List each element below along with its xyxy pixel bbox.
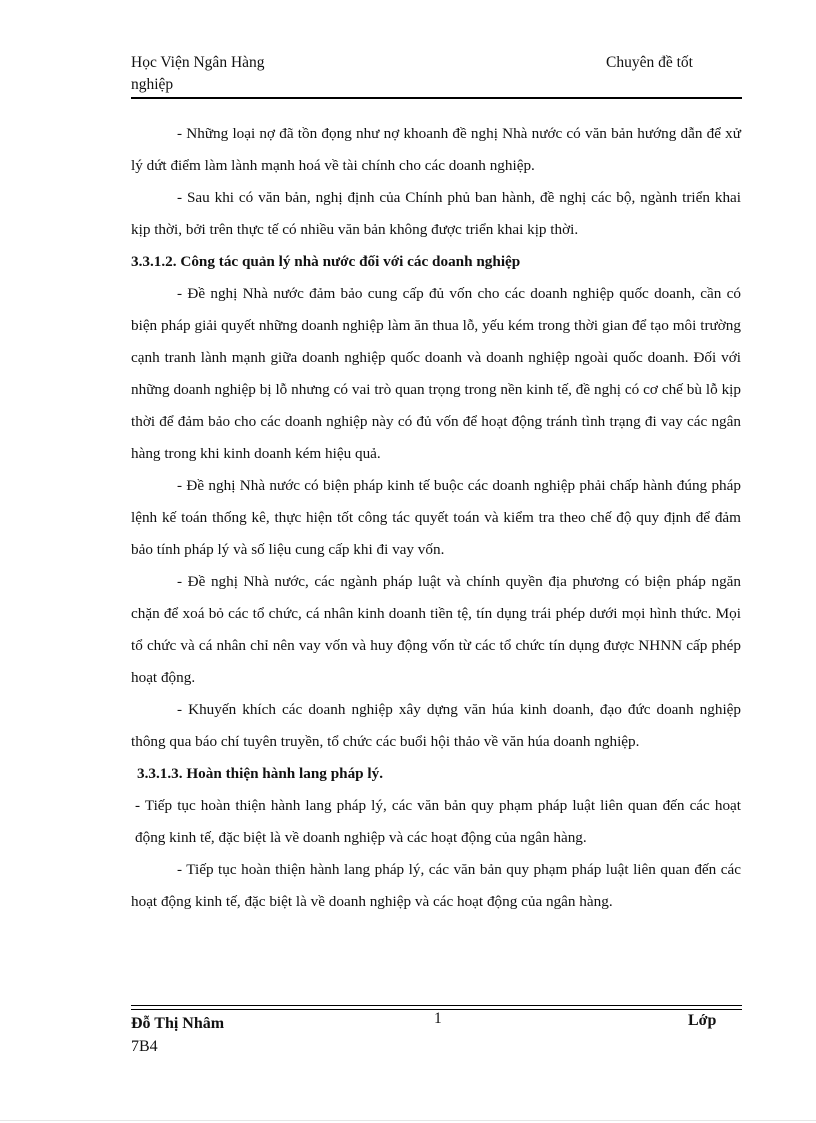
header-institution — [131, 52, 331, 96]
header-document-type: Chuyên đề tốt — [606, 54, 693, 71]
paragraph-3: - Đề nghị Nhà nước đảm bảo cung cấp đủ vốn cho các doanh nghiệp quốc doanh, cần có biện pháp giải quyết những doanh nghiệp làm ăn thua lỗ, yếu kém trong thời gian để tạo môi trường cạnh tranh lành mạnh giữa doanh nghiệp quốc doanh và doanh nghiệp ngoài quốc doanh. Đối với những doanh nghiệp bị lỗ nhưng có vai trò quan trọng trong nền kinh tế, đề nghị có cơ chế bù lỗ kịp thời để đảm bảo cho các doanh nghiệp này có đủ vốn để hoạt động tránh tình trạng đi vay các ngân hàng trong khi kinh doanh kém hiệu quả. — [131, 285, 741, 462]
paragraph-5: - Đề nghị Nhà nước, các ngành pháp luật và chính quyền địa phương có biện pháp ngăn chặn để xoá bỏ các tổ chức, cá nhân kinh doanh tiền tệ, tín dụng trái phép dưới mọi hình thức. Mọi tổ chức và cá nhân chỉ nên vay vốn và huy động vốn từ các tổ chức tín dụng được NHNN cấp phép hoạt động. — [131, 573, 741, 686]
page-number: 1 — [434, 1010, 442, 1027]
footer-divider-top — [131, 1005, 742, 1006]
footer-class-code: 7B4 — [131, 1038, 158, 1055]
footer-author-block — [131, 1012, 331, 1058]
section-heading-3-3-1-3: 3.3.1.3. Hoàn thiện hành lang pháp lý. — [137, 765, 384, 782]
document-body — [131, 118, 741, 918]
header-left-line1: Học Viện Ngân Hàng — [131, 54, 265, 71]
paragraph-1: - Những loại nợ đã tồn đọng như nợ khoanh đề nghị Nhà nước có văn bản hướng dẫn để xử lý dứt điểm làm lành mạnh hoá về tài chính cho các doanh nghiệp. — [131, 125, 741, 174]
footer-class-label: Lớp — [688, 1012, 717, 1029]
paragraph-2: - Sau khi có văn bản, nghị định của Chính phủ ban hành, đề nghị các bộ, ngành triển khai kịp thời, bởi trên thực tế có nhiều văn bản không được triển khai kịp thời. — [131, 189, 741, 238]
header-left-line2: nghiệp — [131, 76, 174, 93]
footer-author: Đỗ Thị Nhâm — [131, 1015, 225, 1032]
section-heading-3-3-1-2: 3.3.1.2. Công tác quản lý nhà nước đối với các doanh nghiệp — [131, 253, 521, 270]
paragraph-6: - Khuyến khích các doanh nghiệp xây dựng văn húa kinh doanh, đạo đức doanh nghiệp thông qua báo chí tuyên truyền, tổ chức các buổi hội thảo về văn húa doanh nghiệp. — [131, 701, 741, 750]
paragraph-4: - Đề nghị Nhà nước có biện pháp kinh tế buộc các doanh nghiệp phải chấp hành đúng pháp lệnh kế toán thống kê, thực hiện tốt công tác quyết toán và kiểm tra theo chế độ quy định để đảm bảo tính pháp lý và số liệu cung cấp khi đi vay vốn. — [131, 477, 741, 558]
paragraph-8: - Tiếp tục hoàn thiện hành lang pháp lý, các văn bản quy phạm pháp luật liên quan đến các hoạt động kinh tế, đặc biệt là về doanh nghiệp và các hoạt động của ngân hàng. — [131, 861, 741, 910]
paragraph-7: - Tiếp tục hoàn thiện hành lang pháp lý, các văn bản quy phạm pháp luật liên quan đến các hoạt động kinh tế, đặc biệt là về doanh nghiệp và các hoạt động của ngân hàng. — [135, 797, 741, 846]
page-edge — [0, 1120, 816, 1121]
header-divider — [131, 97, 742, 99]
